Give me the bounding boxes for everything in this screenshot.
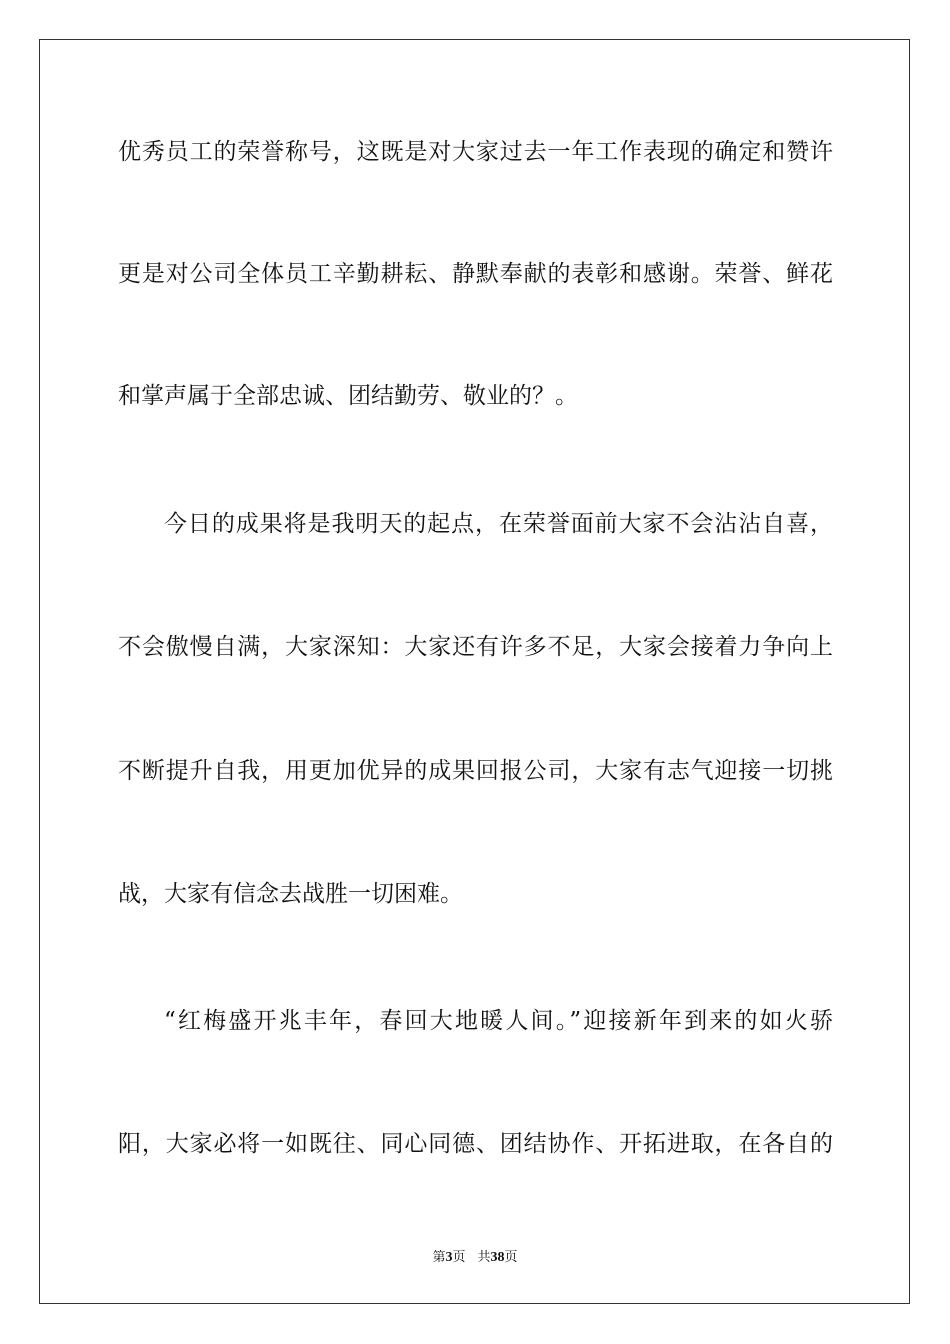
page-number: 3 xyxy=(445,1250,453,1265)
body-line-2: 更是对公司全体员工辛勤耕耘、静默奉献的表彰和感谢。荣誉、鲜花 xyxy=(118,261,833,287)
body-line-1: 优秀员工的荣誉称号，这既是对大家过去一年工作表现的确定和赞许 xyxy=(118,139,833,165)
total-prefix: 共 xyxy=(477,1250,491,1265)
body-line-5: 不会傲慢自满，大家深知：大家还有许多不足，大家会接着力争向上 xyxy=(118,634,833,660)
total-suffix: 页 xyxy=(504,1250,518,1265)
page-suffix: 页 xyxy=(452,1250,466,1265)
body-line-7: 战，大家有信念去战胜一切困难。 xyxy=(118,881,463,907)
body-line-6: 不断提升自我，用更加优异的成果回报公司，大家有志气迎接一切挑 xyxy=(118,758,833,784)
body-line-8: “红梅盛开兆丰年，春回大地暖人间。”迎接新年到来的如火骄 xyxy=(164,1008,833,1034)
body-line-4: 今日的成果将是我明天的起点，在荣誉面前大家不会沾沾自喜， xyxy=(164,511,833,537)
page-footer xyxy=(0,1246,950,1266)
page-prefix: 第 xyxy=(432,1250,446,1265)
page-border xyxy=(39,39,910,1304)
body-line-9: 阳，大家必将一如既往、同心同德、团结协作、开拓进取，在各自的 xyxy=(118,1131,833,1157)
total-pages: 38 xyxy=(490,1250,505,1265)
body-line-3: 和掌声属于全部忠诚、团结勤劳、敬业的？。 xyxy=(118,383,578,409)
